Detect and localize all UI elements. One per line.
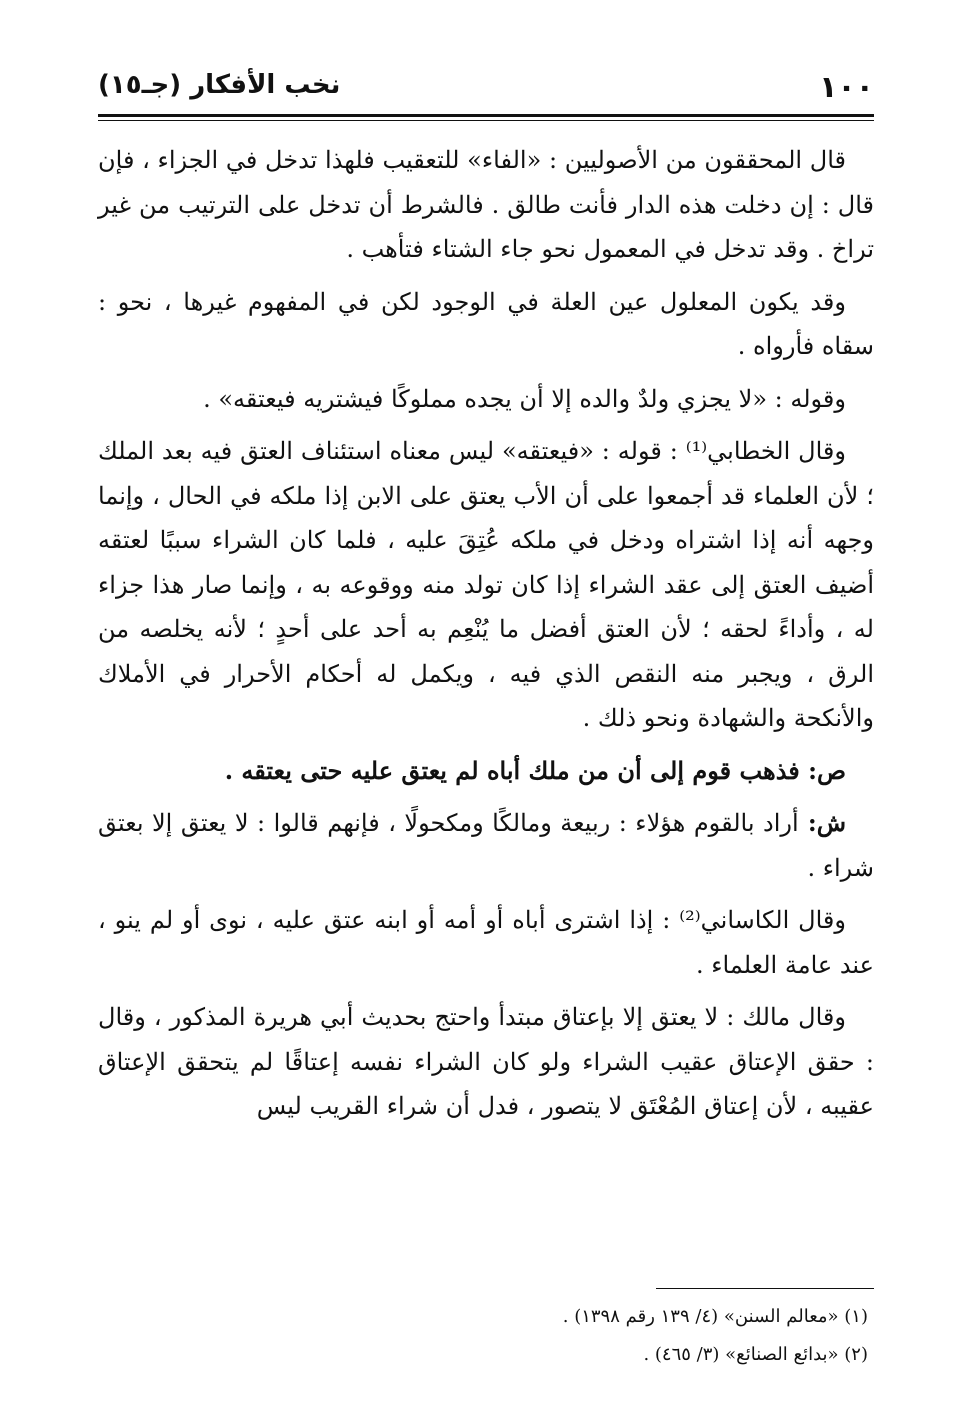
header-rule xyxy=(98,114,874,117)
paragraph: وقوله : «لا يجزي ولدٌ والده إلا أن يجده مملوكًا فيشتريه فيعتقه» . xyxy=(203,384,846,413)
running-header xyxy=(98,60,874,112)
paragraph: ش: أراد بالقوم هؤلاء : ربيعة ومالكًا ومكحولًا ، فإنهم قالوا : لا يعتق إلا بعتق شراء . xyxy=(98,808,874,882)
paragraph: قال المحققون من الأصوليين : «الفاء» للتعقيب فلهذا تدخل في الجزاء ، فإن قال : إن دخلت هذه الدار فأنت طالق . فالشرط أن تدخل على الترتيب من غير تراخ . وقد تدخل في المعمول نحو جاء الشتاء فتأهب . xyxy=(98,146,874,263)
page-number: ١٠٠ xyxy=(819,70,874,105)
shin-marker: ش: xyxy=(798,808,846,837)
footnote: (١) «معالم السنن» (٤/ ١٣٩ رقم ١٣٩٨) . xyxy=(562,1306,868,1327)
sad-marker: ص: xyxy=(799,755,846,785)
footnote: (٢) «بدائع الصنائع» (٣/ ٤٦٥) . xyxy=(643,1344,868,1365)
paragraph: وقال مالك : لا يعتق إلا بإعتاق مبتدأ واحتج بحديث أبي هريرة المذكور ، وقال : حقق الإعتاق عقيب الشراء ولو كان الشراء نفسه إعتاقًا لم يتحقق الإعتاق عقيبه ، لأن إعتاق المُعْتَق لا يتصور ، فدل أن شراء القريب ليس xyxy=(98,1003,874,1120)
footnotes xyxy=(98,1298,868,1374)
body-text xyxy=(98,138,874,1137)
paragraph: وقد يكون المعلول عين العلة في الوجود لكن في المفهوم غيرها ، نحو : سقاه فأرواه . xyxy=(98,287,874,360)
book-page xyxy=(98,60,874,1390)
paragraph: وقال الخطابي⁽¹⁾ : قوله : «فيعتقه» ليس معناه استئناف العتق فيه بعد الملك ؛ لأن العلماء قد أجمعوا على أن الأب يعتق على الابن إذا ملكه في الحال ، وإنما وجهه أنه إذا اشتراه ودخل في ملكه عُتِقَ عليه ، فلما كان الشراء سببًا لعتقه أضيف العتق إلى عقد الشراء إذا كان تولد منه ووقوعه به ، وإنما صار هذا جزاء له ، وأداءً لحقه ؛ لأن العتق أفضل ما يُنْعِم به أحد على أحدٍ ؛ لأنه يخلصه من الرق ، ويجبر منه النقص الذي فيه ، ويكمل له أحكام الأحرار في الأملاك والأنكحة والشهادة ونحو ذلك . xyxy=(98,437,874,732)
book-title: نخب الأفكار (جـ١٥) xyxy=(98,70,341,100)
footnote-rule xyxy=(656,1288,874,1289)
header-rule-thin xyxy=(98,120,874,121)
paragraph: وقال الكاساني⁽²⁾ : إذا اشترى أباه أو أمه أو ابنه عتق عليه ، نوى أو لم ينو ، عند عامة العلماء . xyxy=(98,906,874,979)
sad-heading-paragraph: ص: فذهب قوم إلى أن من ملك أباه لم يعتق عليه حتى يعتقه . xyxy=(224,755,846,785)
